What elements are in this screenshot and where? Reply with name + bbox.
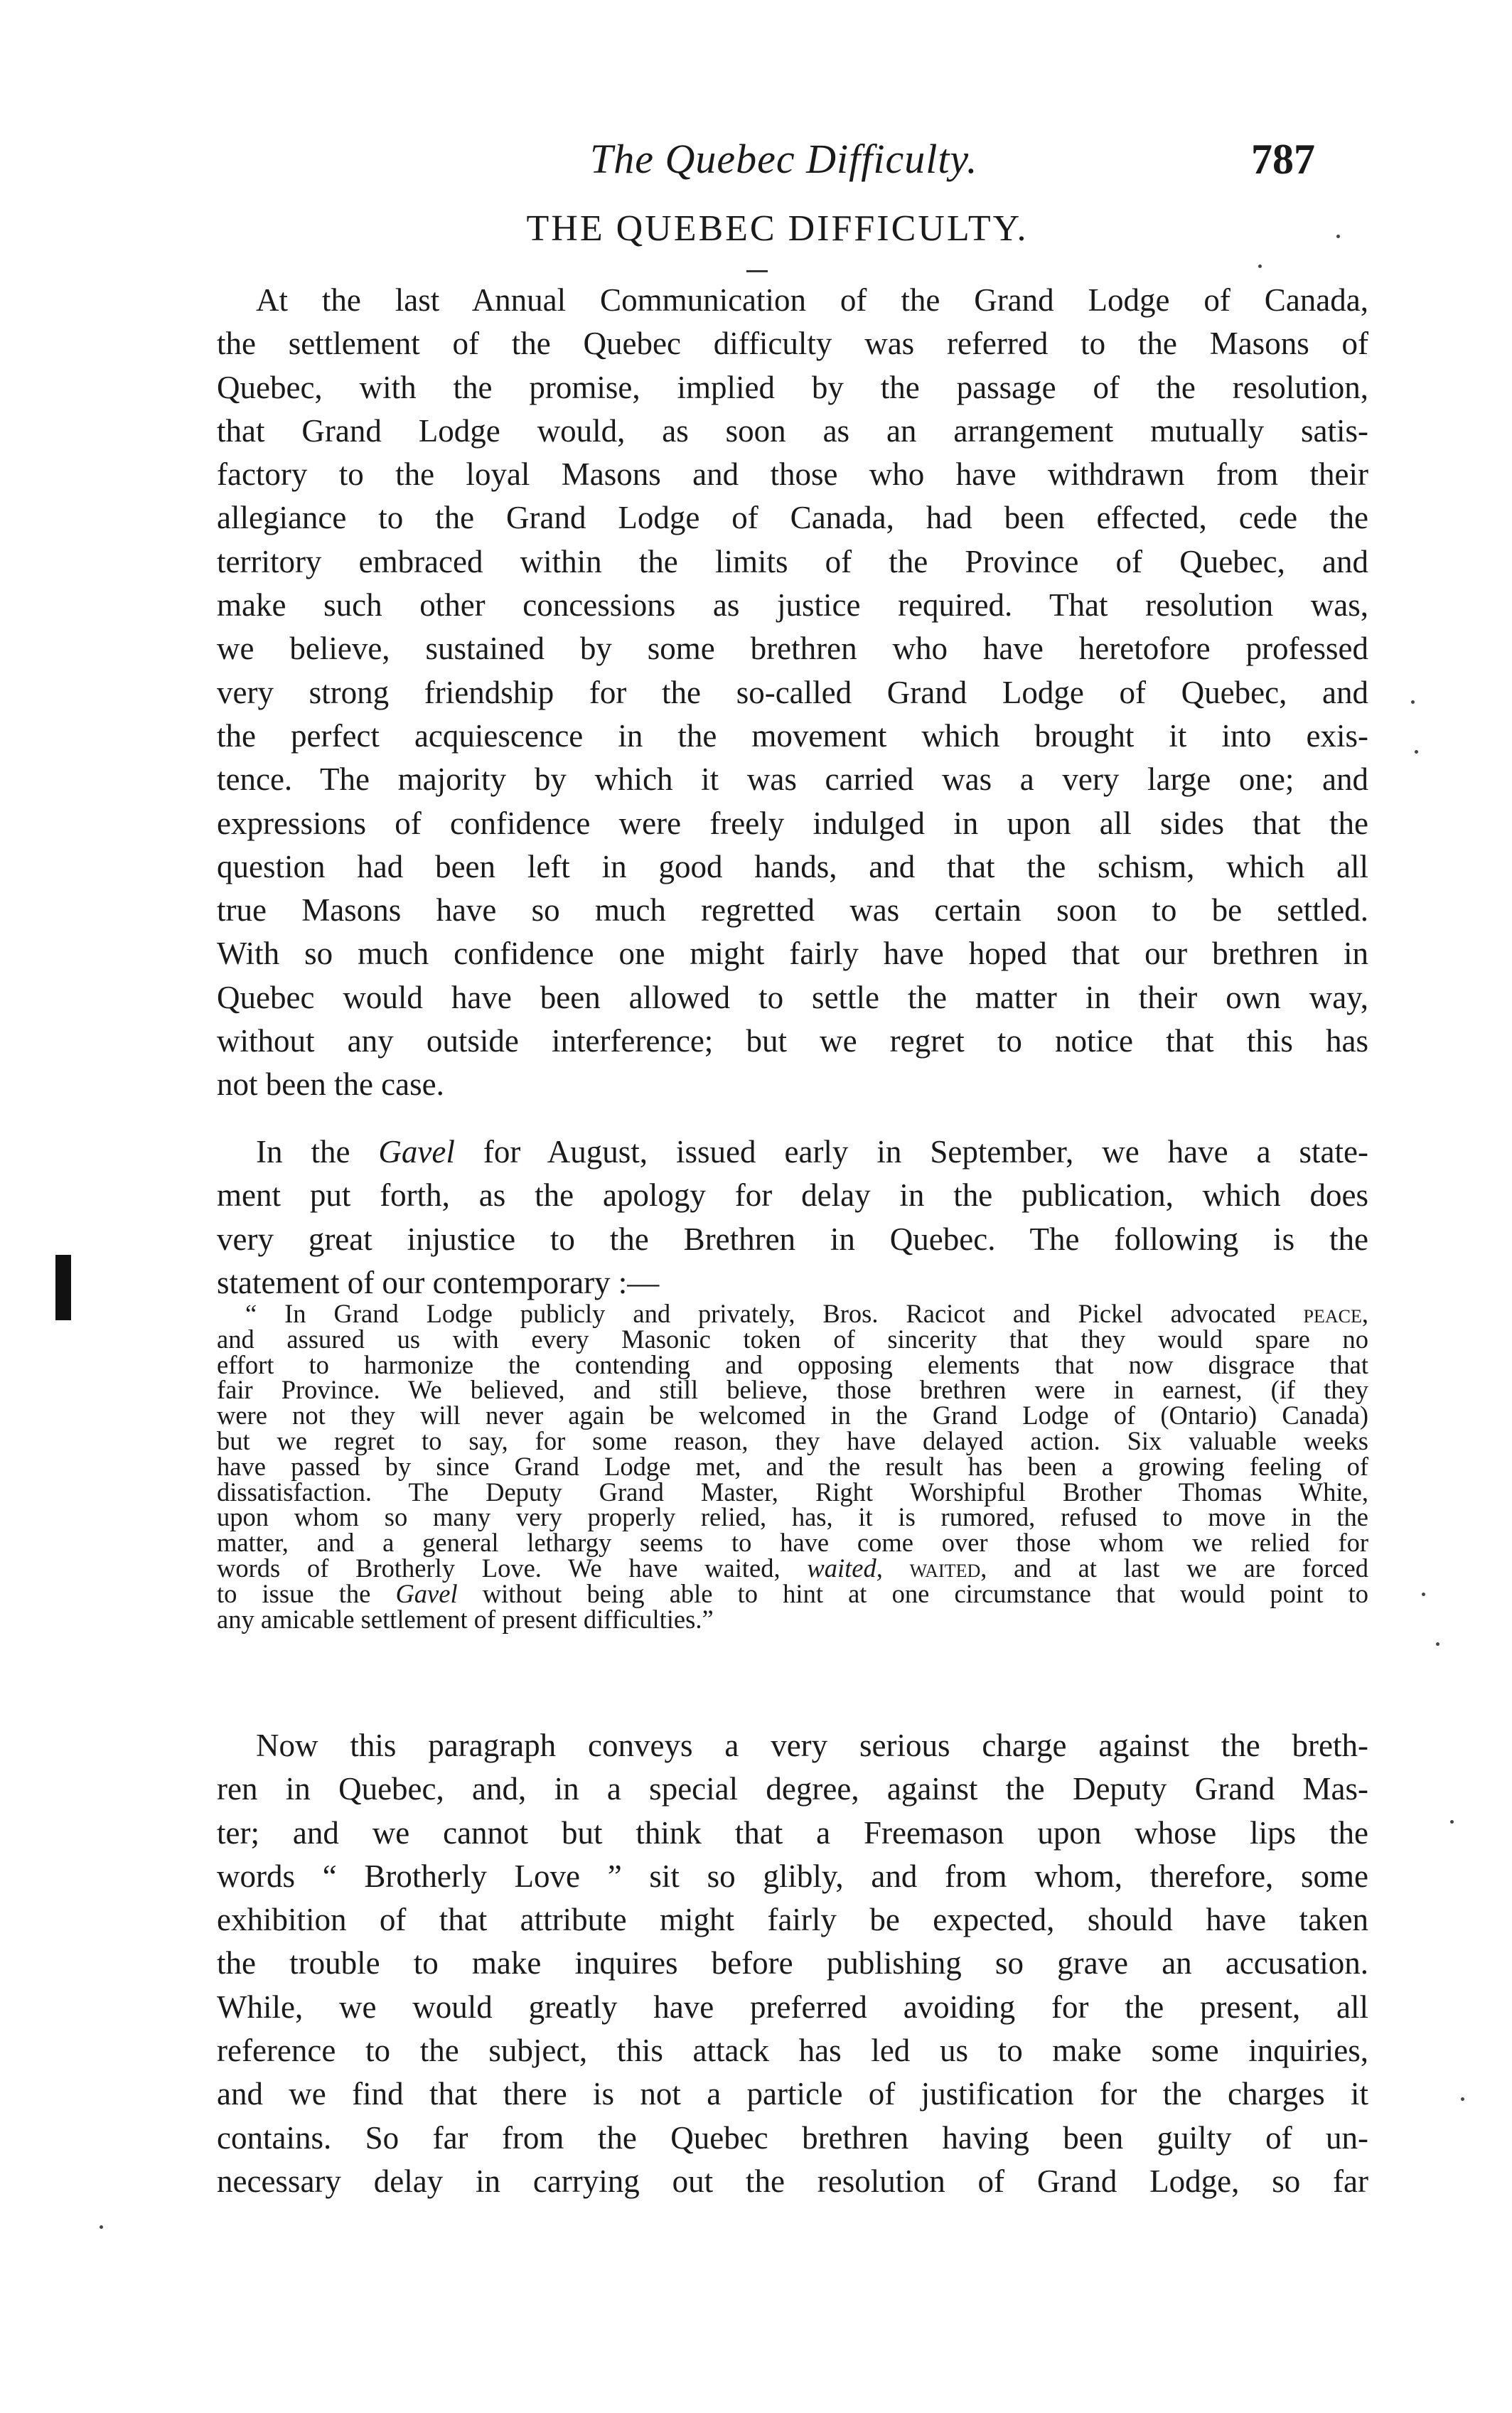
margin-mark <box>55 1255 71 1320</box>
page-number: 787 <box>1251 136 1315 183</box>
text-line: that Grand Lodge would, as soon as an arrangement mutually satis- <box>217 412 1368 449</box>
print-speck <box>1415 750 1418 754</box>
text-line: necessary delay in carrying out the resolution of Grand Lodge, so far <box>217 2163 1368 2199</box>
text-line: without any outside interference; but we regret to notice that this has <box>217 1023 1368 1059</box>
text-run: In the <box>256 1134 379 1170</box>
quote-line: but we regret to say, for some reason, they have delayed action. Six valuable weeks <box>217 1425 1368 1455</box>
print-speck <box>1411 700 1415 704</box>
block-quote <box>217 1301 1368 1632</box>
text-run: “ In Grand Lodge publicly and privately, Bros. Racicot and Pickel advocated <box>245 1299 1304 1328</box>
text-line: allegiance to the Grand Lodge of Canada, had been effected, cede the <box>217 500 1368 536</box>
quote-line <box>217 1553 1368 1583</box>
text-line: the perfect acquiescence in the movement which brought it into exis- <box>217 717 1368 754</box>
text-line: true Masons have so much regretted was certain soon to be settled. <box>217 892 1368 929</box>
text-line: expressions of confidence were freely indulged in upon all sides that the <box>217 805 1368 841</box>
text-line <box>217 1130 1368 1174</box>
print-speck <box>1258 264 1262 268</box>
text-run: to issue the <box>217 1578 396 1608</box>
text-line: make such other concessions as justice required. That resolution was, <box>217 587 1368 624</box>
quote-line <box>217 1301 1368 1327</box>
text-line: Now this paragraph conveys a very serious charge against the breth- <box>256 1728 1368 1763</box>
italic-title-gavel: Gavel <box>378 1134 455 1170</box>
article-title: THE QUEBEC DIFFICULTY. <box>526 208 1029 249</box>
print-speck <box>1336 235 1340 238</box>
text-line: and we find that there is not a particle of justification for the charges it <box>217 2076 1368 2112</box>
text-line: question had been left in good hands, and that the schism, which all <box>217 848 1368 884</box>
text-line: ter; and we cannot but think that a Freemason upon whose lips the <box>217 1814 1368 1851</box>
smallcaps-run: peace, <box>1303 1299 1368 1328</box>
text-line: While, we would greatly have preferred avoiding for the present, all <box>217 1989 1368 2025</box>
running-title: The Quebec Difficulty. <box>590 136 978 182</box>
text-line: not been the case. <box>217 1066 444 1103</box>
text-line: exhibition of that attribute might fairly be expected, should have taken <box>217 1902 1368 1938</box>
text-line: contains. So far from the Quebec brethren having been guilty of un- <box>217 2119 1368 2156</box>
print-speck <box>1461 2097 1464 2101</box>
text-line: very great injustice to the Brethren in Quebec. The following is the <box>217 1221 1368 1257</box>
text-line: statement of our contemporary :— <box>217 1264 660 1300</box>
text-line: At the last Annual Communication of the Grand Lodge of Canada, <box>256 282 1368 318</box>
text-run: and at last we are forced <box>987 1553 1368 1583</box>
quote-line: effort to harmonize the contending and opposing elements that now disgrace that <box>217 1349 1368 1379</box>
italic-run: waited, <box>807 1553 883 1583</box>
quote-line: were not they will never again be welcomed in the Grand Lodge of (Ontario) Canada) <box>217 1401 1368 1430</box>
text-run: without being able to hint at one circumstance that would point to <box>457 1578 1369 1608</box>
text-line: the trouble to make inquires before publishing so grave an accusation. <box>217 1945 1368 1981</box>
quote-line: dissatisfaction. The Deputy Grand Master, Right Worshipful Brother Thomas White, <box>217 1477 1368 1507</box>
text-line: Quebec, with the promise, implied by the passage of the resolution, <box>217 369 1368 405</box>
paragraph-2 <box>217 1130 1368 1305</box>
text-line: very strong friendship for the so-called Grand Lodge of Quebec, and <box>217 674 1368 710</box>
text-line: ment put forth, as the apology for delay in the publication, which does <box>217 1177 1368 1214</box>
text-line: factory to the loyal Masons and those who have withdrawn from their <box>217 456 1368 493</box>
smallcaps-run: waited, <box>882 1553 987 1583</box>
text-line: Quebec would have been allowed to settle the matter in their own way, <box>217 979 1368 1015</box>
paragraph-3 <box>217 1724 1368 2203</box>
quote-line: and assured us with every Masonic token of sincerity that they would spare no <box>217 1324 1368 1354</box>
running-head <box>0 135 1512 192</box>
print-speck <box>1422 1593 1425 1596</box>
print-speck <box>1436 1642 1439 1646</box>
quote-line: upon whom so many very properly relied, has, it is rumored, refused to move in the <box>217 1502 1368 1532</box>
text-line: tence. The majority by which it was carried was a very large one; and <box>217 761 1368 798</box>
italic-title-gavel: Gavel <box>395 1578 458 1608</box>
title-rule <box>746 270 768 272</box>
quote-line: matter, and a general lethargy seems to have come over those whom we relied for <box>217 1528 1368 1558</box>
print-speck <box>1450 1820 1454 1824</box>
quote-line: any amicable settlement of present difficulties.” <box>217 1604 714 1634</box>
text-line: the settlement of the Quebec difficulty was referred to the Masons of <box>217 326 1368 362</box>
text-run: for August, issued early in September, we have a state- <box>454 1134 1368 1170</box>
text-line: reference to the subject, this attack has led us to make some inquiries, <box>217 2033 1368 2069</box>
text-line: words “ Brotherly Love ” sit so glibly, and from whom, therefore, some <box>217 1858 1368 1894</box>
print-speck <box>100 2225 103 2229</box>
text-line: we believe, sustained by some brethren who have heretofore professed <box>217 631 1368 667</box>
text-line: ren in Quebec, and, in a special degree, against the Deputy Grand Mas- <box>217 1771 1368 1807</box>
text-run: words of Brotherly Love. We have waited, <box>217 1553 808 1583</box>
text-line: territory embraced within the limits of the Province of Quebec, and <box>217 543 1368 579</box>
text-line: With so much confidence one might fairly have hoped that our brethren in <box>217 936 1368 972</box>
quote-line: have passed by since Grand Lodge met, and the result has been a growing feeling of <box>217 1451 1368 1481</box>
paragraph-1 <box>217 279 1368 1107</box>
quote-line: fair Province. We believed, and still believe, those brethren were in earnest, (if they <box>217 1375 1368 1405</box>
quote-line <box>217 1578 1369 1608</box>
